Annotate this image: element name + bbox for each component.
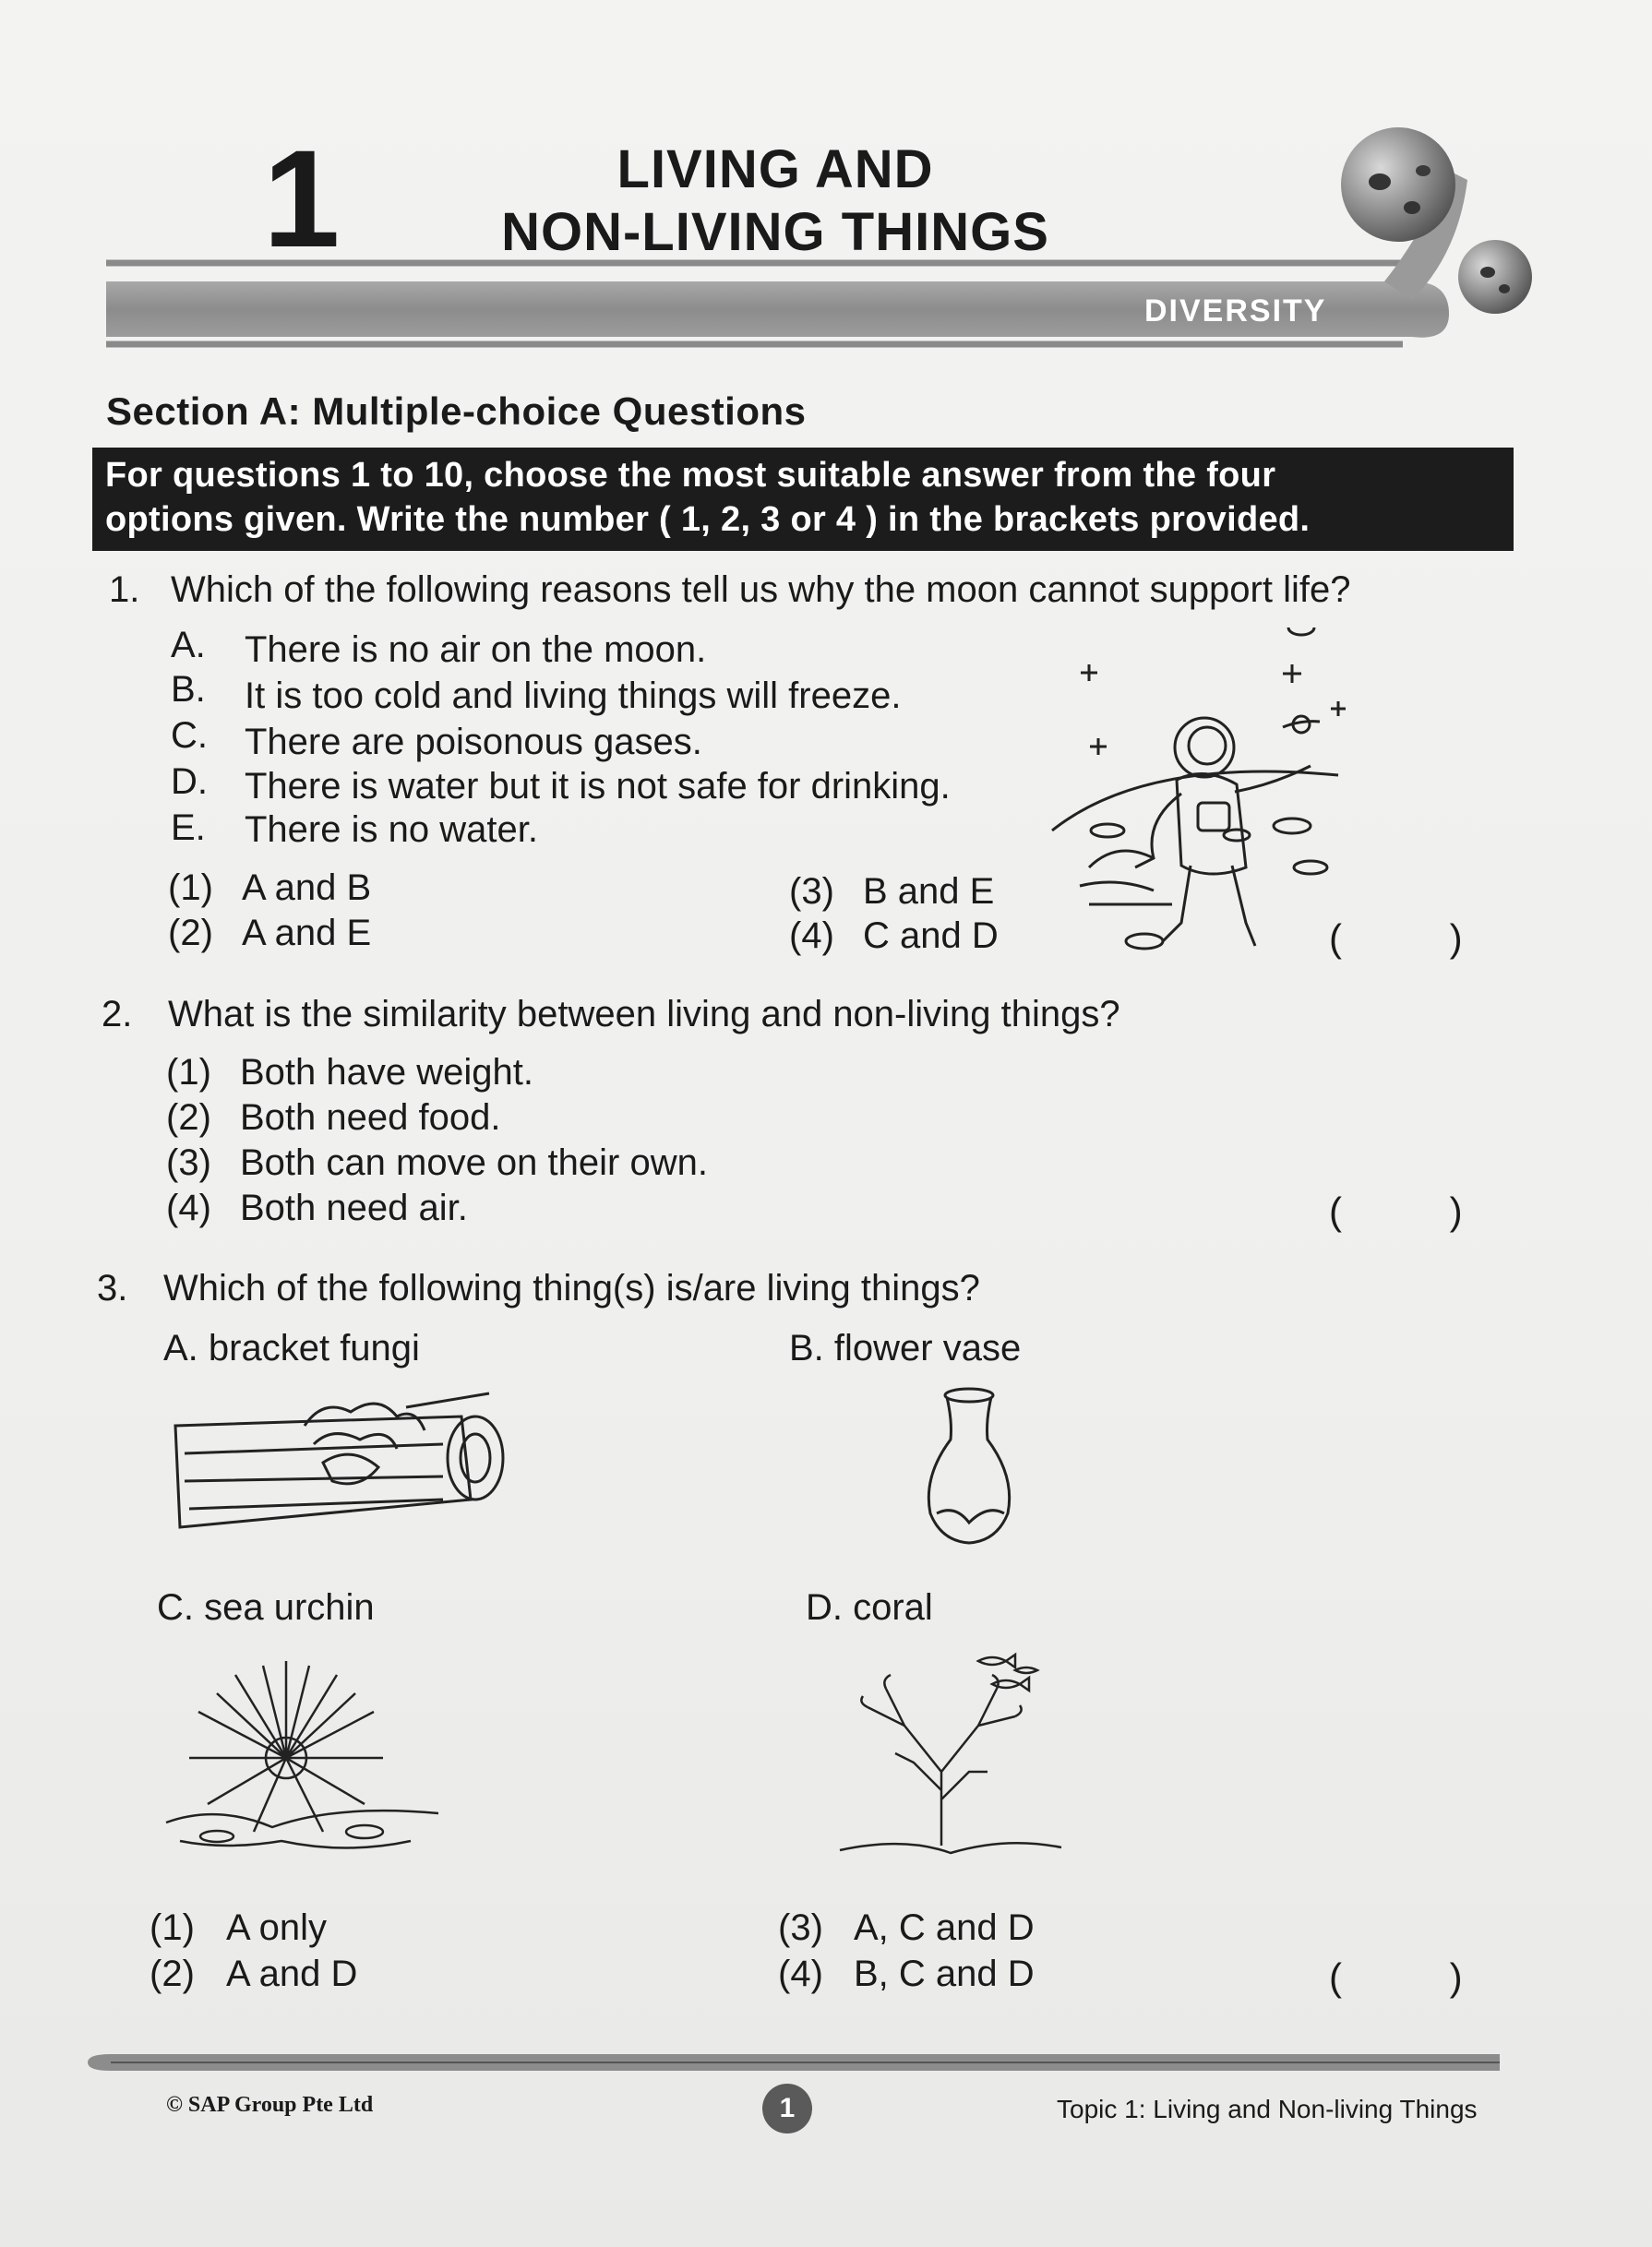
- statement-letter: C.: [171, 715, 208, 756]
- option-number: (2): [150, 1954, 195, 1994]
- statement-text: There is water but it is not safe for drinking.: [245, 766, 951, 807]
- item-label: A. bracket fungi: [163, 1328, 420, 1369]
- option-text: A only: [226, 1907, 327, 1948]
- topic-label: Topic 1: Living and Non-living Things: [1057, 2095, 1478, 2123]
- option-text: Both need food.: [240, 1097, 501, 1138]
- option-text: A and B: [242, 867, 372, 908]
- statement-text: There is no water.: [245, 809, 538, 850]
- chapter-title: [434, 138, 1117, 265]
- option-text: B and E: [863, 871, 995, 912]
- item-label: C. sea urchin: [157, 1587, 375, 1628]
- statement-text: There is no air on the moon.: [245, 629, 707, 670]
- question-text: What is the similarity between living and non-living things?: [168, 994, 1120, 1034]
- statement-letter: D.: [171, 761, 208, 802]
- item-label: B. flower vase: [789, 1328, 1022, 1369]
- flower-vase-icon: [914, 1384, 1024, 1550]
- copyright: © SAP Group Pte Ltd: [166, 2093, 374, 2117]
- planet-large-icon: [1341, 127, 1455, 242]
- option-text: Both have weight.: [240, 1052, 533, 1093]
- option-number: (4): [778, 1954, 823, 1994]
- question-number: 3.: [97, 1268, 128, 1309]
- statement-letter: B.: [171, 669, 206, 710]
- option-text: Both can move on their own.: [240, 1142, 708, 1183]
- answer-bracket[interactable]: ( ): [1329, 916, 1463, 960]
- option-number: (1): [168, 867, 213, 908]
- option-number: (4): [789, 915, 834, 956]
- question-text: Which of the following thing(s) is/are living things?: [163, 1268, 980, 1309]
- option-text: A and E: [242, 913, 372, 953]
- instruction-line-1: For questions 1 to 10, choose the most suitable answer from the four: [105, 456, 1276, 495]
- planet-small-icon: [1458, 240, 1532, 314]
- answer-bracket[interactable]: ( ): [1329, 1189, 1463, 1233]
- option-number: (3): [778, 1907, 823, 1948]
- option-text: A and D: [226, 1954, 358, 1994]
- option-text: Both need air.: [240, 1188, 468, 1228]
- statement-text: There are poisonous gases.: [245, 722, 702, 762]
- chapter-number: 1: [263, 121, 337, 276]
- option-number: (4): [166, 1188, 211, 1228]
- bracket-fungi-icon: [166, 1389, 535, 1536]
- option-text: A, C and D: [854, 1907, 1035, 1948]
- statement-letter: A.: [171, 625, 206, 665]
- page-number: 1: [762, 2084, 812, 2133]
- option-number: (1): [150, 1907, 195, 1948]
- instruction-box: [92, 448, 1514, 551]
- option-number: (1): [166, 1052, 211, 1093]
- chapter-title-line-1: LIVING AND: [617, 139, 934, 199]
- chapter-title-line-2: NON-LIVING THINGS: [501, 202, 1049, 263]
- option-text: C and D: [863, 915, 999, 956]
- astronaut-on-moon-icon: [1034, 627, 1403, 978]
- option-text: B, C and D: [854, 1954, 1035, 1994]
- question-number: 1.: [109, 569, 140, 610]
- theme-label: DIVERSITY: [1144, 293, 1327, 329]
- footer-rule: [83, 2050, 1504, 2074]
- coral-icon: [831, 1643, 1071, 1873]
- question-number: 2.: [102, 994, 133, 1034]
- instruction-line-2: options given. Write the number ( 1, 2, 3 or 4 ) in the brackets provided.: [105, 500, 1311, 539]
- statement-text: It is too cold and living things will freeze.: [245, 675, 902, 716]
- answer-bracket[interactable]: ( ): [1329, 1955, 1463, 1999]
- option-number: (3): [789, 871, 834, 912]
- option-number: (2): [168, 913, 213, 953]
- section-heading: Section A: Multiple-choice Questions: [106, 389, 807, 433]
- statement-letter: E.: [171, 807, 206, 848]
- question-text: Which of the following reasons tell us why the moon cannot support life?: [171, 569, 1351, 610]
- option-number: (3): [166, 1142, 211, 1183]
- sea-urchin-icon: [162, 1656, 448, 1869]
- option-number: (2): [166, 1097, 211, 1138]
- item-label: D. coral: [806, 1587, 933, 1628]
